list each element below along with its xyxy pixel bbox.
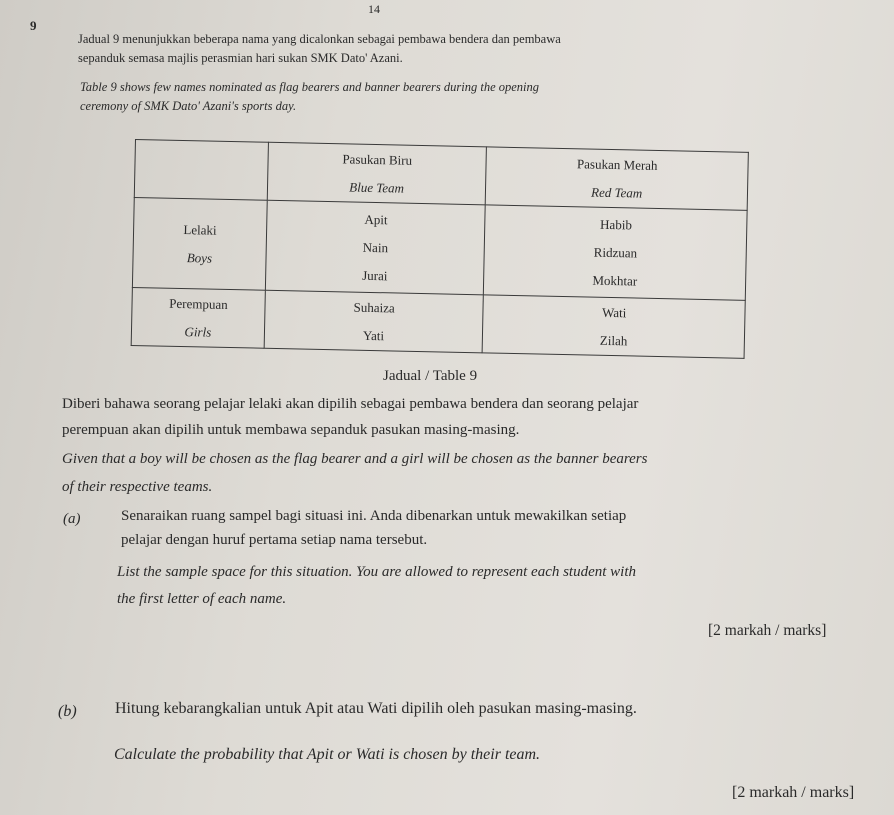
part-a-label: (a) xyxy=(63,511,81,527)
row-label-boys: Lelaki Boys xyxy=(132,197,267,290)
boys-blue-cell xyxy=(265,200,485,295)
page-number: 14 xyxy=(368,2,380,16)
given-ms-line-1: Diberi bahawa seorang pelajar lelaki akan dipilih sebagai pembawa bendera dan seorang pelajar xyxy=(62,396,639,412)
part-a-ms-line-1: Senaraikan ruang sampel bagi situasi ini. Anda dibenarkan untuk mewakilkan setiap xyxy=(121,508,627,524)
name-ridzuan: Ridzuan xyxy=(593,244,638,261)
part-a-en-line-2: the first letter of each name. xyxy=(117,591,287,607)
part-b-marks: [2 markah / marks] xyxy=(732,784,855,801)
header-blue-team: Pasukan Biru Blue Team xyxy=(267,142,487,205)
name-wati: Wati xyxy=(601,304,627,320)
table-row-girls xyxy=(131,287,745,358)
table-row-boys xyxy=(132,197,747,300)
part-a-ms-line-2: pelajar dengan huruf pertama setiap nama tersebut. xyxy=(121,532,428,548)
girls-red-cell xyxy=(483,295,746,358)
name-habib: Habib xyxy=(599,216,633,232)
part-b-label: (b) xyxy=(58,703,77,720)
given-en-line-1: Given that a boy will be chosen as the flag bearer and a girl will be chosen as the banner bearers xyxy=(62,451,648,467)
name-apit: Apit xyxy=(364,211,388,227)
name-mokhtar: Mokhtar xyxy=(592,272,638,289)
question-number: 9 xyxy=(30,18,37,33)
name-nain: Nain xyxy=(362,239,389,255)
row-label-girls: Perempuan Girls xyxy=(131,287,265,348)
name-jurai: Jurai xyxy=(362,267,388,283)
part-a-en-line-1: List the sample space for this situation. You are allowed to represent each student with xyxy=(117,564,637,580)
given-en-line-2: of their respective teams. xyxy=(62,479,213,495)
header-red-team: Pasukan Merah Red Team xyxy=(486,147,749,210)
intro-ms-line-2: sepanduk semasa majlis perasmian hari sukan SMK Dato' Azani. xyxy=(78,51,403,65)
name-yati: Yati xyxy=(362,327,385,343)
part-b-ms: Hitung kebarangkalian untuk Apit atau Wati dipilih oleh pasukan masing-masing. xyxy=(115,700,637,717)
table-caption: Jadual / Table 9 xyxy=(383,368,478,384)
part-a-marks: [2 markah / marks] xyxy=(708,622,827,639)
intro-en-line-2: ceremony of SMK Dato' Azani's sports day. xyxy=(80,99,297,113)
girls-blue-cell xyxy=(264,290,484,353)
intro-ms-line-1: Jadual 9 menunjukkan beberapa nama yang dicalonkan sebagai pembawa bendera dan pembawa xyxy=(78,32,561,46)
name-zilah: Zilah xyxy=(599,332,628,348)
part-b-en: Calculate the probability that Apit or Wati is chosen by their team. xyxy=(114,746,541,763)
nominee-table xyxy=(131,139,749,359)
boys-red-cell xyxy=(484,205,747,300)
given-ms-line-2: perempuan akan dipilih untuk membawa sepanduk pasukan masing-masing. xyxy=(62,422,520,438)
name-suhaiza: Suhaiza xyxy=(353,299,395,315)
header-empty-cell xyxy=(134,140,268,201)
intro-en-line-1: Table 9 shows few names nominated as flag bearers and banner bearers during the opening xyxy=(80,80,540,94)
